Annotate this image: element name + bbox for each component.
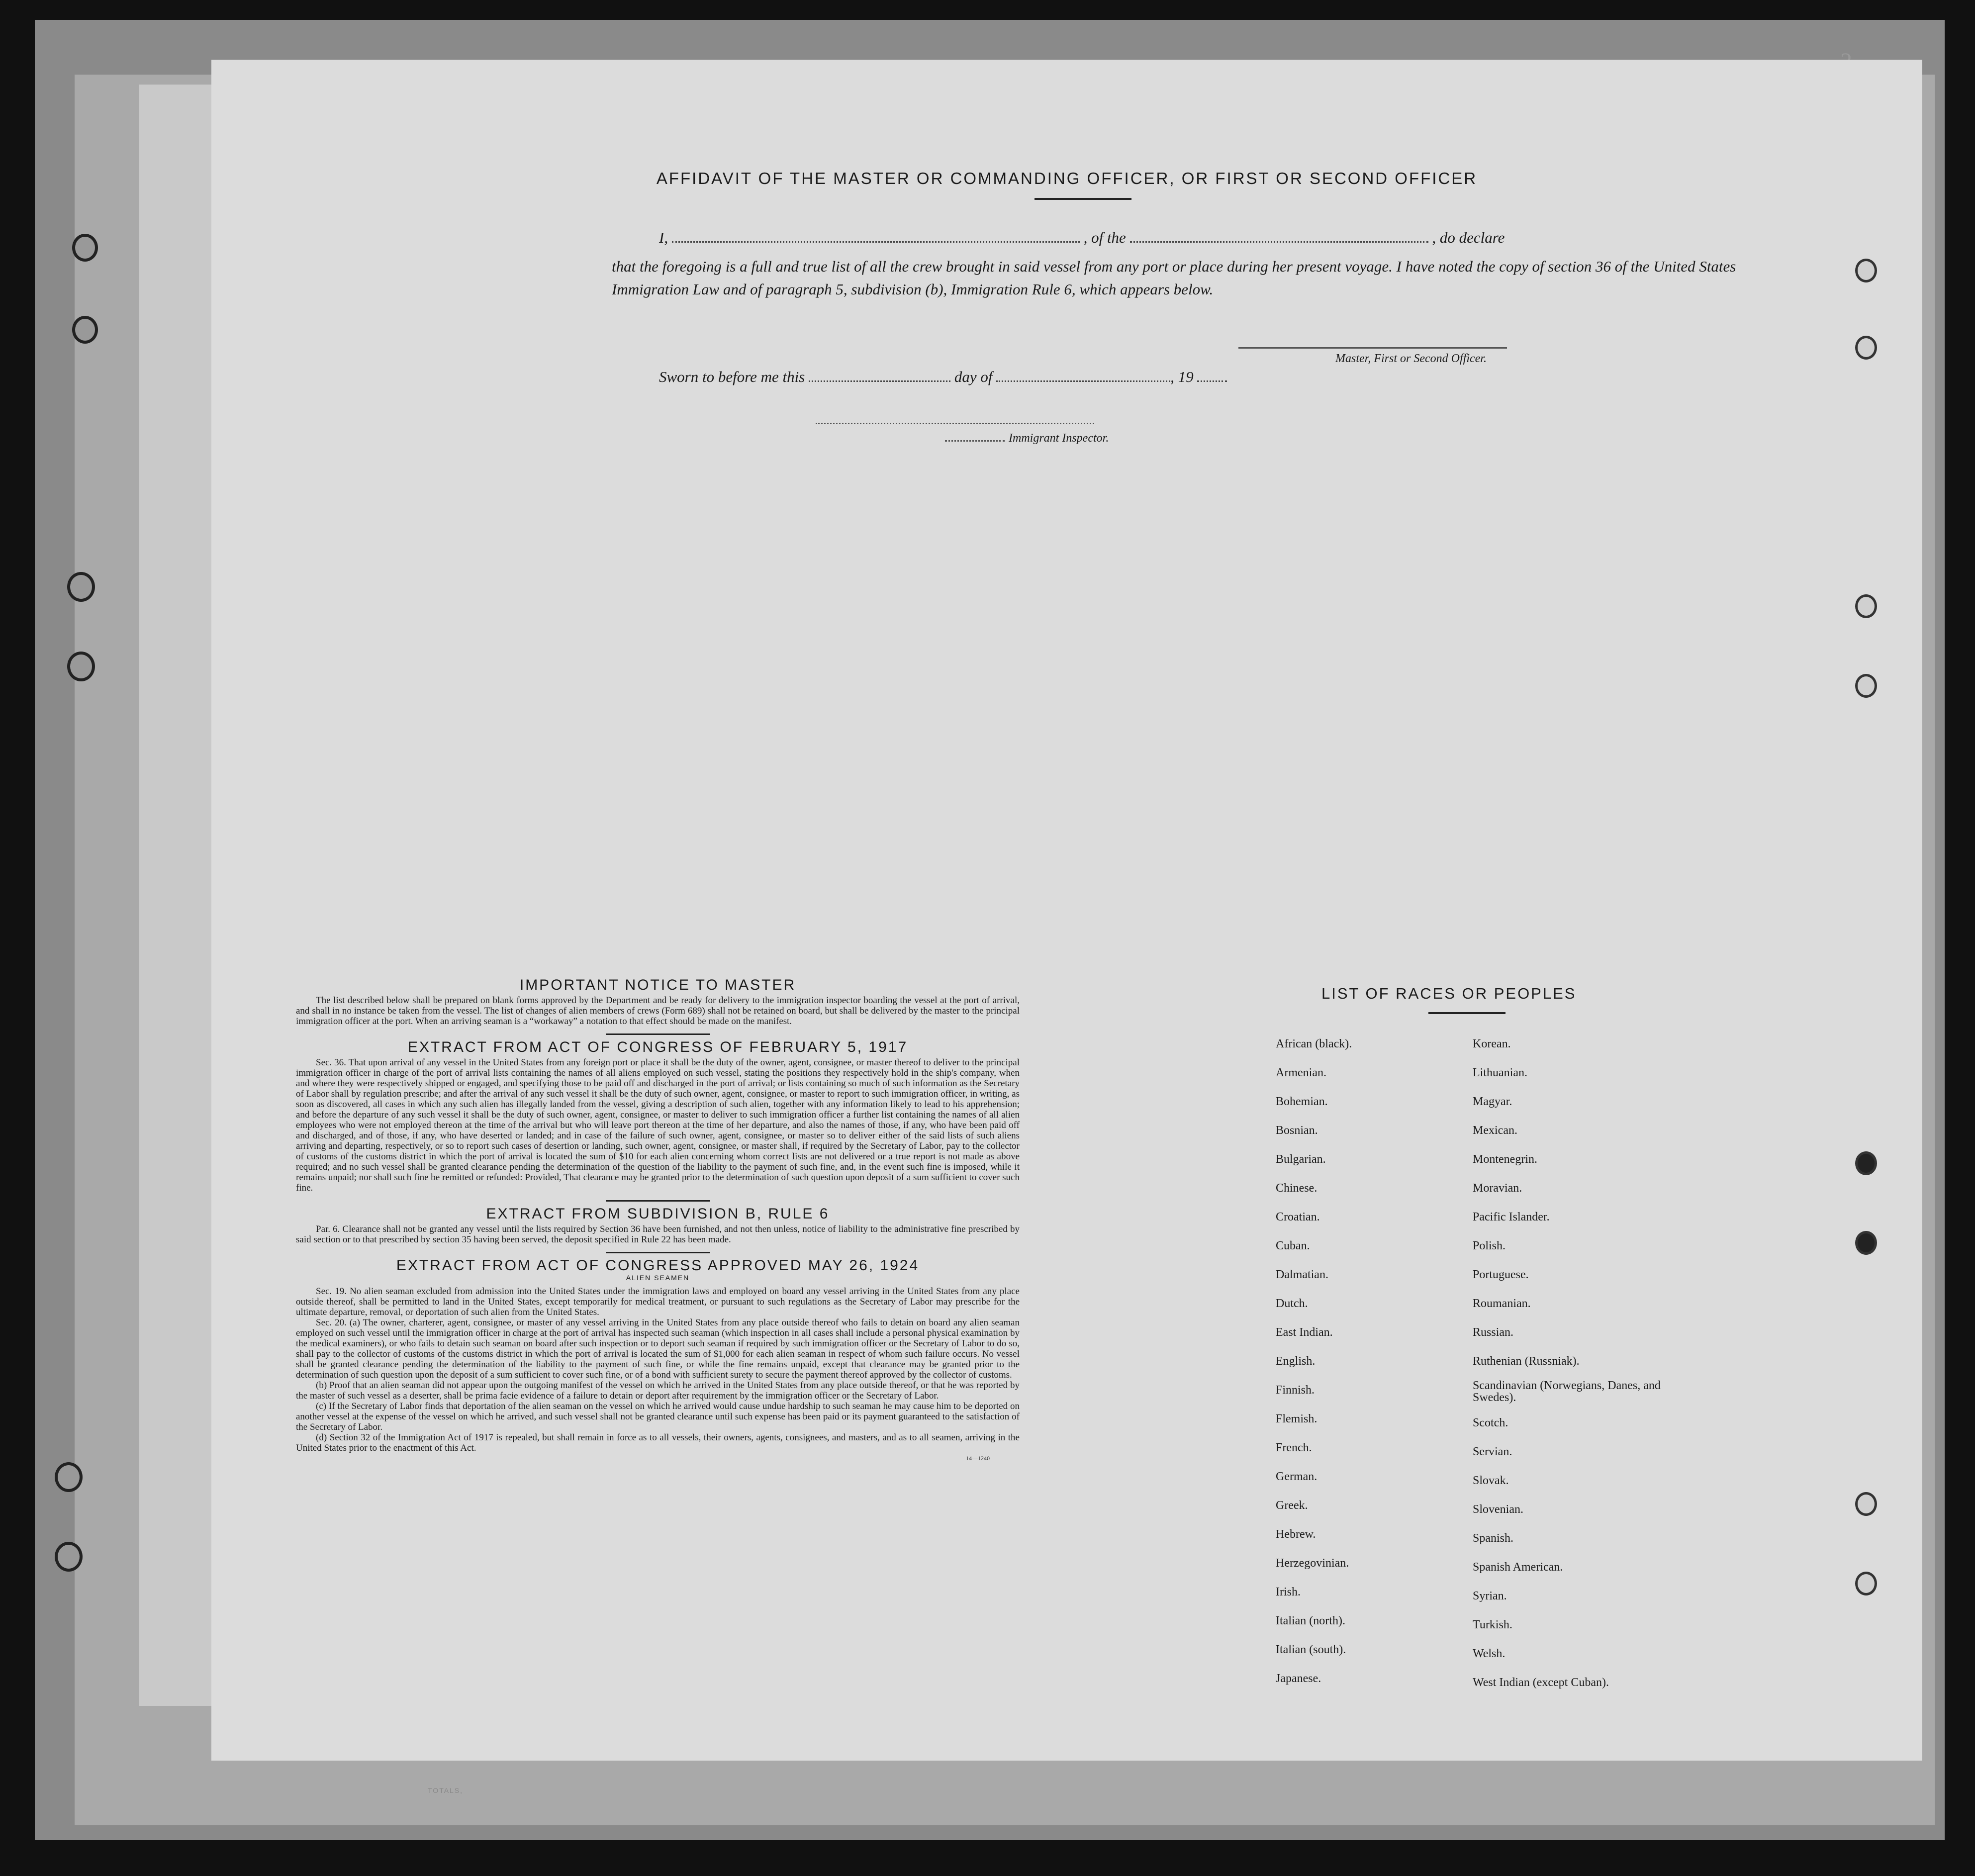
inspector-signature-label	[945, 432, 1109, 445]
extract-1917-title: EXTRACT FROM ACT OF CONGRESS OF FEBRUARY 5, 1917	[407, 1039, 908, 1055]
race-item: Irish.	[1276, 1586, 1301, 1598]
race-item: East Indian.	[1276, 1326, 1333, 1339]
race-item: Spanish.	[1473, 1532, 1514, 1545]
race-item: Hebrew.	[1276, 1528, 1316, 1541]
section-rule	[606, 1252, 710, 1253]
binder-hole	[55, 1462, 83, 1492]
race-item: Greek.	[1276, 1499, 1308, 1512]
race-item: Pacific Islander.	[1473, 1211, 1550, 1223]
race-item: Chinese.	[1276, 1182, 1317, 1195]
section-rule	[606, 1200, 710, 1202]
section-rule	[606, 1033, 710, 1035]
notice-title: IMPORTANT NOTICE TO MASTER	[519, 977, 796, 993]
race-item: Mexican.	[1473, 1124, 1517, 1137]
race-item: Polish.	[1473, 1239, 1506, 1252]
extract-rule6-text: Par. 6. Clearance shall not be granted any vessel until the lists required by Section 36 have been furnished, and not then unless, notice of liability to the administrative fine prescribed by said section or to that prescribed by section 35 having been served, the deposit specified in Rule 22 has been made.	[296, 1224, 1020, 1245]
races-rule	[1428, 1012, 1505, 1014]
race-item: Spanish American.	[1473, 1561, 1563, 1574]
race-item: West Indian (except Cuban).	[1473, 1676, 1609, 1689]
declaration-declare: , do declare	[1432, 229, 1505, 246]
races-column-1	[1276, 1030, 1352, 1693]
race-item: Turkish.	[1473, 1618, 1512, 1631]
race-item: African (black).	[1276, 1037, 1352, 1050]
extract-rule6-title: EXTRACT FROM SUBDIVISION B, RULE 6	[486, 1206, 830, 1222]
race-item: Croatian.	[1276, 1211, 1320, 1223]
notice-text: The list described below shall be prepared on blank forms approved by the Department and be ready for delivery to the immigration inspector boarding the vessel at the port of arrival, and shall in no instance be taken from the vessel. The list of changes of alien members of crews (Form 689) shall not be retained on board, but shall be delivered by the master to the principal immigration officer at the port. When an arriving seaman is a “workaway” a notation to that effect should be made on the manifest.	[296, 995, 1020, 1027]
race-item: Korean.	[1473, 1037, 1511, 1050]
binder-hole	[67, 572, 95, 602]
affidavit-title: AFFIDAVIT OF THE MASTER OR COMMANDING OFFICER, OR FIRST OR SECOND OFFICER	[656, 169, 1478, 188]
race-item: Slovenian.	[1473, 1503, 1523, 1516]
race-item: Italian (north).	[1276, 1614, 1345, 1627]
page-hole	[1855, 336, 1877, 360]
race-item: English.	[1276, 1355, 1316, 1368]
page-hole	[1855, 1151, 1877, 1175]
declaration-of-the: , of the	[1083, 229, 1126, 246]
binder-hole	[67, 652, 95, 681]
inspector-signature-dots	[945, 440, 1005, 442]
sworn-day-blank[interactable]	[809, 380, 950, 382]
vessel-blank[interactable]	[1130, 241, 1428, 243]
form-number: 14—1240	[966, 1455, 990, 1462]
declaration-body: that the foregoing is a full and true list of all the crew brought in said vessel from any port or place during her present voyage. I have noted the copy of section 36 of the United States Immigration Law and of paragraph 5, subdivision (b), Immigration Rule 6, which appears below.	[612, 258, 1736, 298]
sworn-day-of: day of	[954, 368, 993, 385]
race-item: Portuguese.	[1473, 1268, 1529, 1281]
name-blank[interactable]	[672, 241, 1080, 243]
declaration-line	[659, 229, 1763, 247]
extract-1924-para: Sec. 20. (a) The owner, charterer, agent, consignee, or master of any vessel arriving in the United States from any place outside thereof who fails to detain on board any alien seaman employed on such vessel until the immigration officer in charge at the port of arrival has inspected such seaman (which inspection in all cases shall include a personal physical examination by the medical examiners), or who fails to detain such seaman on board after such inspection or to deport such seaman if required by such immigration officer or the Secretary of Labor to do so, shall pay to the collector of customs of the customs district in which the port of arrival is located the sum of $1,000 for each alien seaman in respect of whom such failure occurs. No vessel shall be granted clearance pending the determination of the liability to the payment of such fine, or while the fine remains unpaid, except that clearance may be granted prior to the determination of such question upon the deposit of a sum sufficient to cover such fine, or of a bond with sufficient surety to secure the payment thereof approved by the collector of customs.	[296, 1317, 1020, 1380]
binder-hole	[72, 316, 98, 344]
race-item: Servian.	[1473, 1445, 1512, 1458]
extract-1924-para: (d) Section 32 of the Immigration Act of 1917 is repealed, but shall remain in force as to all vessels, their owners, agents, consignees, and masters, and as to all seamen, arriving in the United States prior to the enactment of this Act.	[296, 1432, 1020, 1453]
race-item: Lithuanian.	[1473, 1066, 1527, 1079]
race-item: Flemish.	[1276, 1412, 1317, 1425]
extract-1924-para: Sec. 19. No alien seaman excluded from admission into the United States under the immigration laws and employed on board any vessel arriving in the United States from any place outside thereof, shall be permitted to land in the United States, except temporarily for medical treatment, or pursuant to such regulations as the Secretary of Labor may prescribe for the ultimate departure, removal, or deportation of such alien from the United States.	[296, 1286, 1020, 1317]
notice-column	[296, 977, 1020, 1464]
race-item: Scandinavian (Norwegians, Danes, and Swedes).	[1473, 1379, 1661, 1404]
race-item: Roumanian.	[1473, 1297, 1531, 1310]
inspector-label-text: Immigrant Inspector.	[1009, 432, 1109, 445]
page-hole	[1855, 594, 1877, 618]
race-item: Dutch.	[1276, 1297, 1308, 1310]
race-item: Russian.	[1473, 1326, 1514, 1339]
declaration-i: I,	[659, 229, 668, 246]
sworn-line	[659, 368, 1227, 386]
races-title: LIST OF RACES OR PEOPLES	[1321, 985, 1577, 1002]
master-signature-line[interactable]	[1238, 347, 1507, 349]
race-item: Moravian.	[1473, 1182, 1522, 1195]
sworn-prefix: Sworn to before me this	[659, 368, 805, 385]
binder-hole	[72, 234, 98, 262]
extract-1924-subtitle: ALIEN SEAMEN	[626, 1274, 690, 1282]
extract-1924-para: (b) Proof that an alien seaman did not appear upon the outgoing manifest of the vessel on which he arrived in the United States from any place outside thereof, or that he was reported by the master of such vessel as a deserter, shall be prima facie evidence of a failure to detain or deport after requirement by the immigration officer or the Secretary of Labor.	[296, 1380, 1020, 1401]
race-item: Magyar.	[1473, 1095, 1512, 1108]
race-item: Ruthenian (Russniak).	[1473, 1355, 1580, 1368]
race-item: Montenegrin.	[1473, 1153, 1537, 1166]
totals-label: TOTALS,	[428, 1786, 464, 1794]
extract-1924-para: (c) If the Secretary of Labor finds that deportation of the alien seaman on the vessel on which he arrived would cause undue hardship to such seaman he may cause him to be deported on another vessel at the expense of the vessel on which he arrived, and such vessel shall not be granted clearance until such expense has been paid or its payment guaranteed to the satisfaction of the Secretary of Labor.	[296, 1401, 1020, 1432]
page-hole	[1855, 1231, 1877, 1255]
race-item: Herzegovinian.	[1276, 1557, 1349, 1570]
race-item: French.	[1276, 1441, 1312, 1454]
page-hole	[1855, 674, 1877, 698]
sworn-month-blank[interactable]	[996, 380, 1170, 382]
races-column-2	[1473, 1030, 1687, 1697]
extract-1917-text: Sec. 36. That upon arrival of any vessel in the United States from any foreign port or place it shall be the duty of the owner, agent, consignee, or master thereof to deliver to the principal immigration officer in charge of the port of arrival lists containing the names of all aliens employed on such vessel, stating the positions they respectively hold in the ship's company, when and where they were respectively shipped or engaged, and specifying those to be paid off and discharged in the port of arrival; or lists containing so much of such information as the Secretary of Labor shall by regulation prescribe; and after the arrival of any such vessel it shall be the duty of such owner, agent, consignee, or master to report to such immigration officer, in writing, as soon as discovered, all cases in which any such alien has illegally landed from the vessel, giving a description of such alien, together with any information likely to lead to his apprehension; and before the departure of any such vessel it shall be the duty of such owner, agent, consignee, or master to deliver to such immigration officer a further list containing the names of all alien employees who were not employed thereon at the time of the arrival but who will leave port thereon at the time of her departure, and also the names of those, if any, who have been paid off and discharged, and of those, if any, who have deserted or landed; and in case of the failure of such owner, agent, consignee, or master so to deliver either of the said lists of such aliens arriving and departing, respectively, or so to report such cases of desertion or landing, such owner, agent, consignee, or master shall, if required by the Secretary of Labor, pay to the collector of customs of the customs district in which the port of arrival is located the sum of $10 for each alien concerning whom correct lists are not delivered or a true report is not made as above required; and no such vessel shall be granted clearance pending the determination of the question of the liability to the payment of such fine, and, in the event such fine is imposed, while it remains unpaid; nor shall such fine be remitted or refunded: Provided, That clearance may be granted prior to the determination of such question upon deposit of a sum sufficient to cover such fine.	[296, 1057, 1020, 1193]
race-item: Scotch.	[1473, 1416, 1508, 1429]
race-item: Bohemian.	[1276, 1095, 1328, 1108]
title-rule	[1035, 198, 1131, 200]
race-item: Dalmatian.	[1276, 1268, 1328, 1281]
race-item: Bulgarian.	[1276, 1153, 1326, 1166]
race-item: Cuban.	[1276, 1239, 1310, 1252]
extract-1924-title: EXTRACT FROM ACT OF CONGRESS APPROVED MAY 26, 1924	[396, 1257, 920, 1274]
page-hole	[1855, 259, 1877, 282]
page-hole	[1855, 1492, 1877, 1516]
sworn-year-blank[interactable]	[1197, 380, 1227, 382]
affidavit-page	[211, 60, 1922, 1761]
race-item: Welsh.	[1473, 1647, 1505, 1660]
race-item: Bosnian.	[1276, 1124, 1318, 1137]
master-signature-label: Master, First or Second Officer.	[1335, 352, 1487, 365]
race-item: Armenian.	[1276, 1066, 1326, 1079]
race-item: Slovak.	[1473, 1474, 1509, 1487]
page-hole	[1855, 1572, 1877, 1595]
race-item: Japanese.	[1276, 1672, 1321, 1685]
race-item: Syrian.	[1473, 1590, 1507, 1602]
inspector-signature-line[interactable]	[816, 423, 1094, 424]
underlying-sheet-3	[139, 85, 219, 1706]
sworn-year: , 19	[1170, 368, 1194, 385]
binder-hole	[55, 1542, 83, 1572]
race-item: Italian (south).	[1276, 1643, 1346, 1656]
race-item: German.	[1276, 1470, 1317, 1483]
race-item: Finnish.	[1276, 1384, 1315, 1397]
